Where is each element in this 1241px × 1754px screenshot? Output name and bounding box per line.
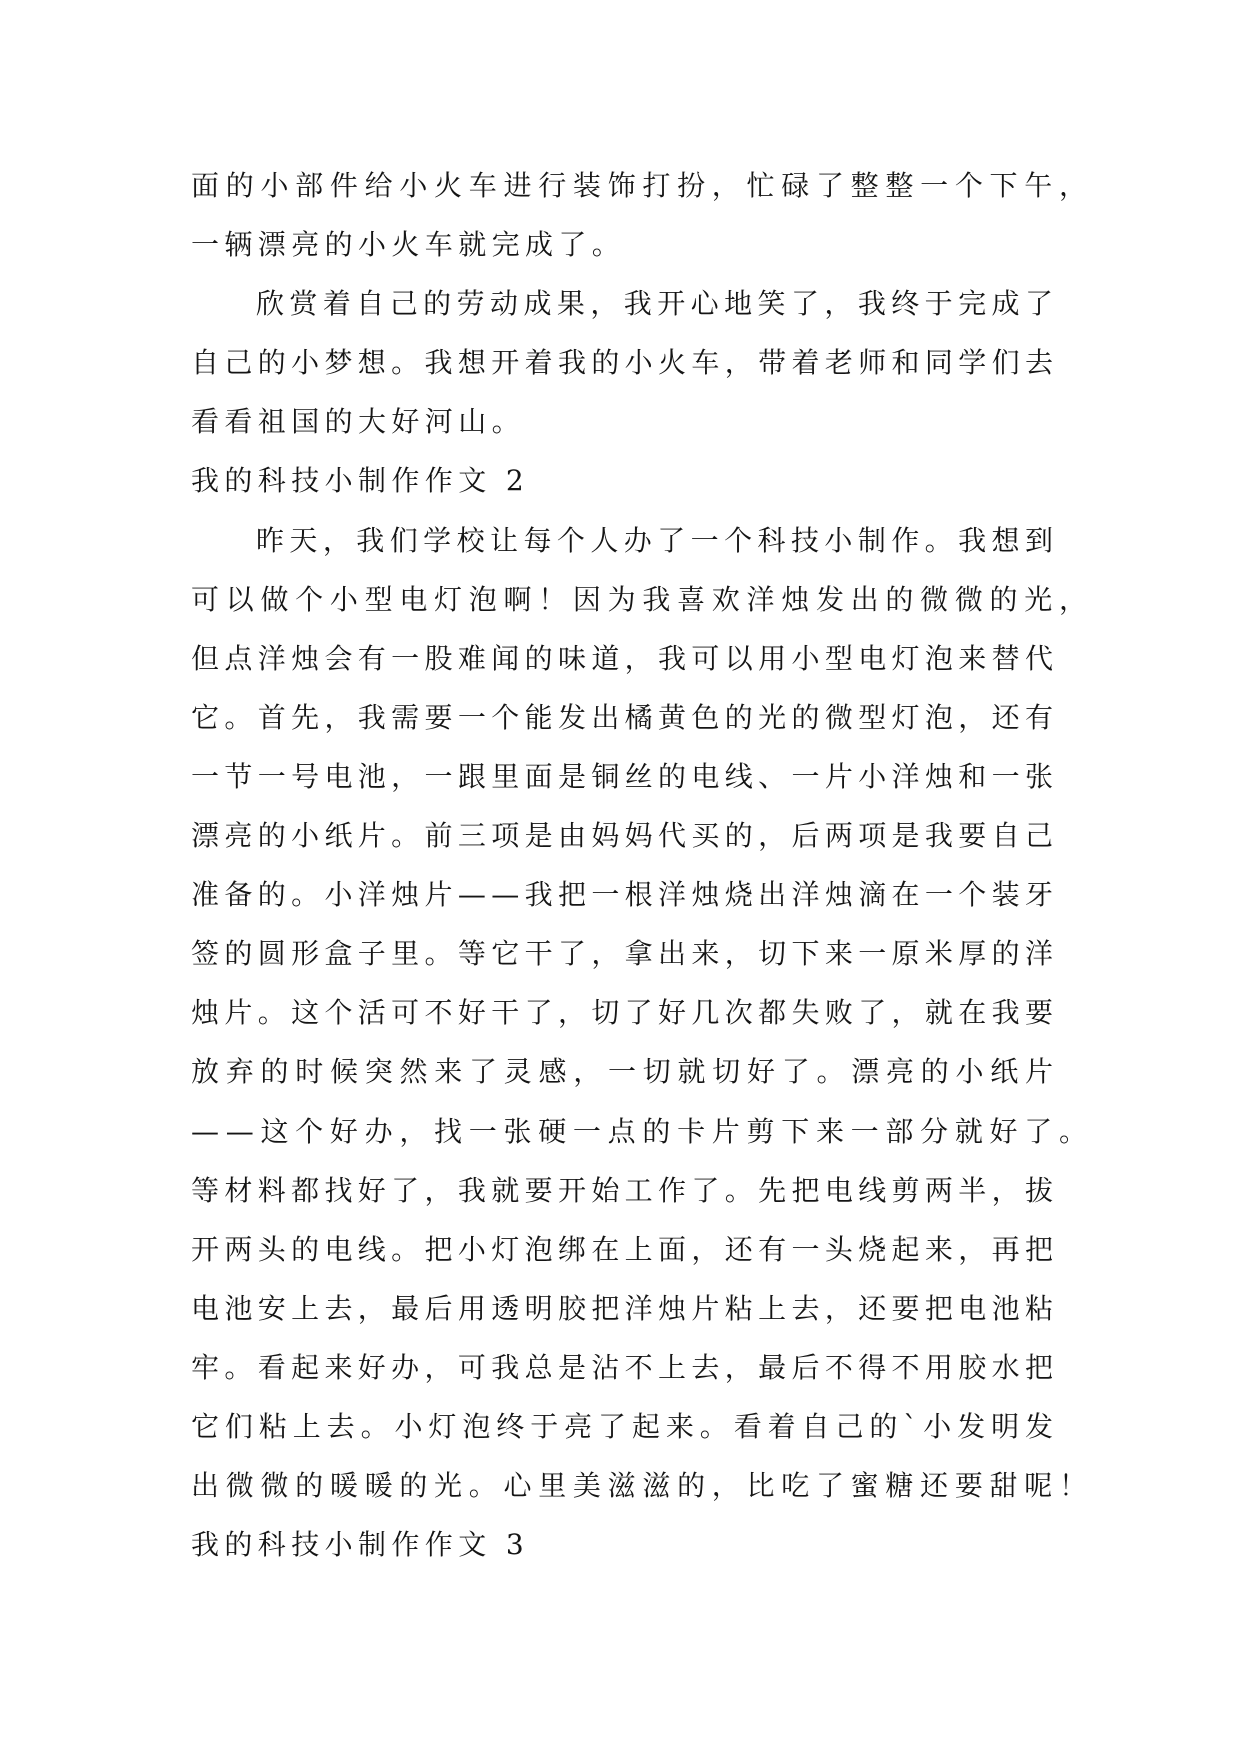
paragraph — [191, 511, 1094, 1516]
document-body — [191, 156, 1094, 1574]
text-line: 烛片。这个活可不好干了，切了好几次都失败了，就在我要 — [191, 996, 1059, 1030]
text-line: 签的圆形盒子里。等它干了，拿出来，切下来一原米厚的洋 — [191, 937, 1059, 971]
text-line: 准备的。小洋烛片——我把一根洋烛烧出洋烛滴在一个装牙 — [191, 878, 1059, 912]
text-line: 它们粘上去。小灯泡终于亮了起来。看着自己的`小发明发 — [191, 1409, 1059, 1443]
text-line: 面的小部件给小火车进行装饰打扮，忙碌了整整一个下午， — [191, 169, 1094, 202]
section-heading: 我的科技小制作作文 2 — [191, 464, 530, 498]
paragraph — [191, 156, 1094, 274]
text-line: 一节一号电池，一跟里面是铜丝的电线、一片小洋烛和一张 — [191, 759, 1059, 793]
text-line: 开两头的电线。把小灯泡绑在上面，还有一头烧起来，再把 — [191, 1232, 1059, 1266]
text-line: 可以做个小型电灯泡啊！因为我喜欢洋烛发出的微微的光， — [191, 582, 1094, 616]
paragraph — [191, 274, 1091, 451]
text-line: 它。首先，我需要一个能发出橘黄色的光的微型灯泡，还有 — [191, 700, 1059, 734]
text-line: 但点洋烛会有一股难闻的味道，我可以用小型电灯泡来替代 — [191, 641, 1059, 675]
text-line: 一辆漂亮的小火车就完成了。 — [191, 228, 626, 262]
text-line: 看看祖国的大好河山。 — [191, 405, 526, 439]
text-line: 昨天，我们学校让每个人办了一个科技小制作。我想到 — [256, 523, 1059, 557]
text-line: 自己的小梦想。我想开着我的小火车，带着老师和同学们去 — [191, 346, 1059, 380]
text-line: 放弃的时候突然来了灵感，一切就切好了。漂亮的小纸片 — [191, 1055, 1060, 1089]
text-line: 电池安上去，最后用透明胶把洋烛片粘上去，还要把电池粘 — [191, 1291, 1059, 1325]
text-line: 等材料都找好了，我就要开始工作了。先把电线剪两半，拔 — [191, 1173, 1059, 1207]
section-heading: 我的科技小制作作文 3 — [191, 1528, 530, 1562]
text-line: ——这个好办，找一张硬一点的卡片剪下来一部分就好了。 — [191, 1114, 1094, 1148]
text-line: 牢。看起来好办，可我总是沾不上去，最后不得不用胶水把 — [191, 1350, 1059, 1384]
text-line: 欣赏着自己的劳动成果，我开心地笑了，我终于完成了 — [256, 287, 1059, 321]
text-line: 出微微的暖暖的光。心里美滋滋的，比吃了蜜糖还要甜呢！ — [191, 1469, 1094, 1503]
text-line: 漂亮的小纸片。前三项是由妈妈代买的，后两项是我要自己 — [191, 819, 1059, 853]
